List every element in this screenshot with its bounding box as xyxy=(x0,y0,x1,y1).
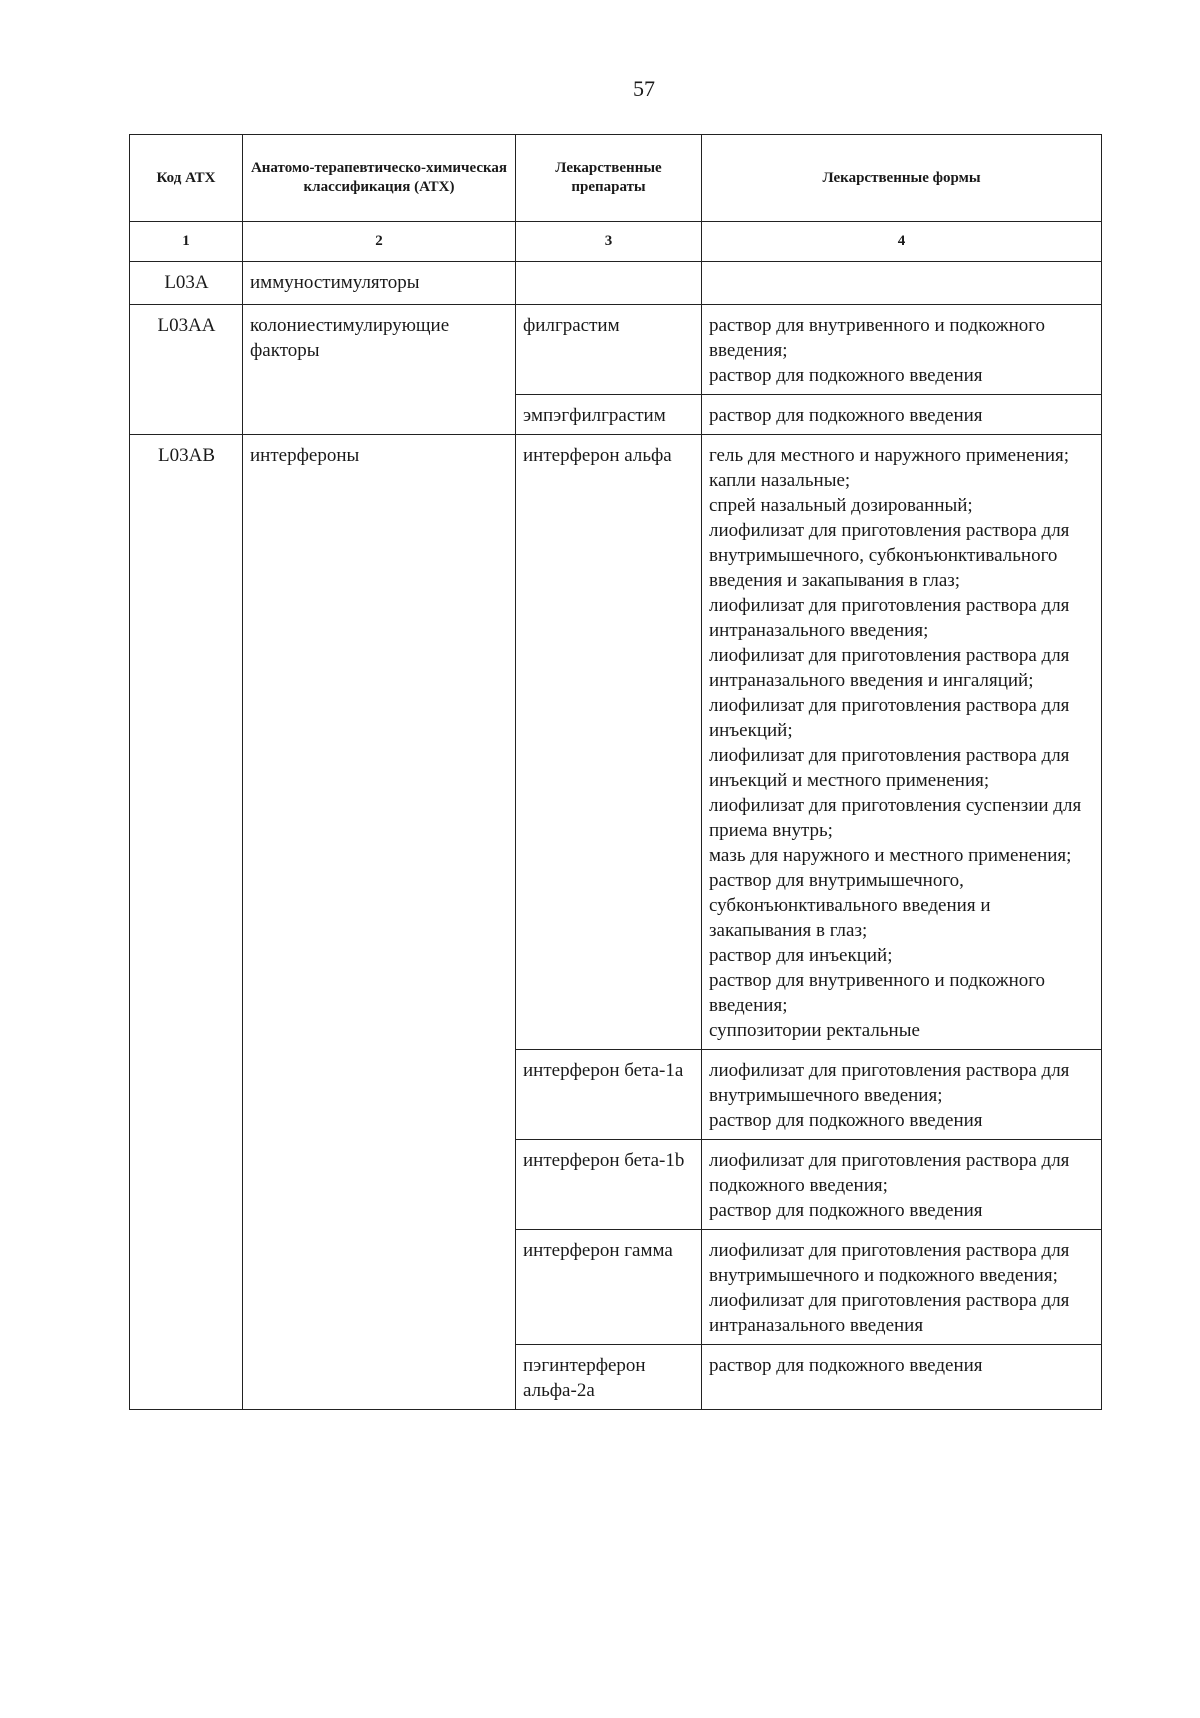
dosage-forms xyxy=(702,305,1102,395)
drug-name: интерферон бета-1b xyxy=(516,1140,702,1230)
dosage-form: лиофилизат для приготовления раствора для интраназального введения; xyxy=(709,595,1070,641)
table-header-row xyxy=(130,135,1102,222)
dosage-form: лиофилизат для приготовления раствора для инъекций; xyxy=(709,695,1070,741)
table-row xyxy=(130,305,1102,395)
dosage-form: раствор для подкожного введения xyxy=(709,1200,983,1221)
dosage-forms xyxy=(702,395,1102,435)
table-row xyxy=(130,435,1102,1050)
dosage-form: лиофилизат для приготовления раствора для внутримышечного, субконъюнктивального введения и закапывания в глаз; xyxy=(709,520,1070,591)
dosage-form: раствор для внутривенного и подкожного введения; xyxy=(709,970,1046,1016)
dosage-form: капли назальные; xyxy=(709,470,851,491)
dosage-form: лиофилизат для приготовления суспензии для приема внутрь; xyxy=(709,795,1082,841)
dosage-forms xyxy=(702,262,1102,305)
dosage-form: мазь для наружного и местного применения; xyxy=(709,845,1072,866)
dosage-form: раствор для внутривенного и подкожного введения; xyxy=(709,315,1046,361)
dosage-form: раствор для внутримышечного, субконъюнктивального введения и закапывания в глаз; xyxy=(709,870,991,941)
atx-code: L03AA xyxy=(130,305,243,435)
header-atx-classification: Анатомо-терапевтическо-химическая классификация (АТХ) xyxy=(243,135,516,222)
dosage-forms xyxy=(702,435,1102,1050)
atx-drug-table xyxy=(129,134,1102,1410)
header-dosage-forms: Лекарственные формы xyxy=(702,135,1102,222)
dosage-form: раствор для подкожного введения xyxy=(709,405,983,426)
atx-code: L03AB xyxy=(130,435,243,1410)
dosage-form: раствор для инъекций; xyxy=(709,945,893,966)
dosage-form: лиофилизат для приготовления раствора для внутримышечного введения; xyxy=(709,1060,1070,1106)
dosage-form: спрей назальный дозированный; xyxy=(709,495,973,516)
column-number: 4 xyxy=(702,222,1102,262)
drug-name: интерферон бета-1a xyxy=(516,1050,702,1140)
column-number: 3 xyxy=(516,222,702,262)
atx-group-name: интерфероны xyxy=(243,435,516,1410)
table-row xyxy=(130,262,1102,305)
dosage-form: лиофилизат для приготовления раствора для инъекций и местного применения; xyxy=(709,745,1070,791)
dosage-forms xyxy=(702,1345,1102,1410)
dosage-form: гель для местного и наружного применения; xyxy=(709,445,1070,466)
header-atx-code: Код АТХ xyxy=(130,135,243,222)
drug-name: филграстим xyxy=(516,305,702,395)
atx-group-name: иммуностимуляторы xyxy=(243,262,516,305)
drug-name: эмпэгфилграстим xyxy=(516,395,702,435)
dosage-form: лиофилизат для приготовления раствора для подкожного введения; xyxy=(709,1150,1070,1196)
atx-group-name: колониестимулирующие факторы xyxy=(243,305,516,435)
dosage-forms xyxy=(702,1050,1102,1140)
dosage-forms xyxy=(702,1140,1102,1230)
column-number: 1 xyxy=(130,222,243,262)
dosage-forms xyxy=(702,1230,1102,1345)
dosage-form: лиофилизат для приготовления раствора для интраназального введения xyxy=(709,1290,1070,1336)
atx-code: L03A xyxy=(130,262,243,305)
dosage-form: лиофилизат для приготовления раствора для внутримышечного и подкожного введения; xyxy=(709,1240,1070,1286)
drug-name: интерферон гамма xyxy=(516,1230,702,1345)
dosage-form: раствор для подкожного введения xyxy=(709,1110,983,1131)
dosage-form: лиофилизат для приготовления раствора для интраназального введения и ингаляций; xyxy=(709,645,1070,691)
dosage-form: суппозитории ректальные xyxy=(709,1020,920,1041)
column-number: 2 xyxy=(243,222,516,262)
dosage-form: раствор для подкожного введения xyxy=(709,365,983,386)
drug-name: интерферон альфа xyxy=(516,435,702,1050)
page-number: 57 xyxy=(633,76,655,101)
drug-name: пэгинтерферон альфа-2a xyxy=(516,1345,702,1410)
dosage-form: раствор для подкожного введения xyxy=(709,1355,983,1376)
header-drugs: Лекарственные препараты xyxy=(516,135,702,222)
column-number-row xyxy=(130,222,1102,262)
drug-name xyxy=(516,262,702,305)
